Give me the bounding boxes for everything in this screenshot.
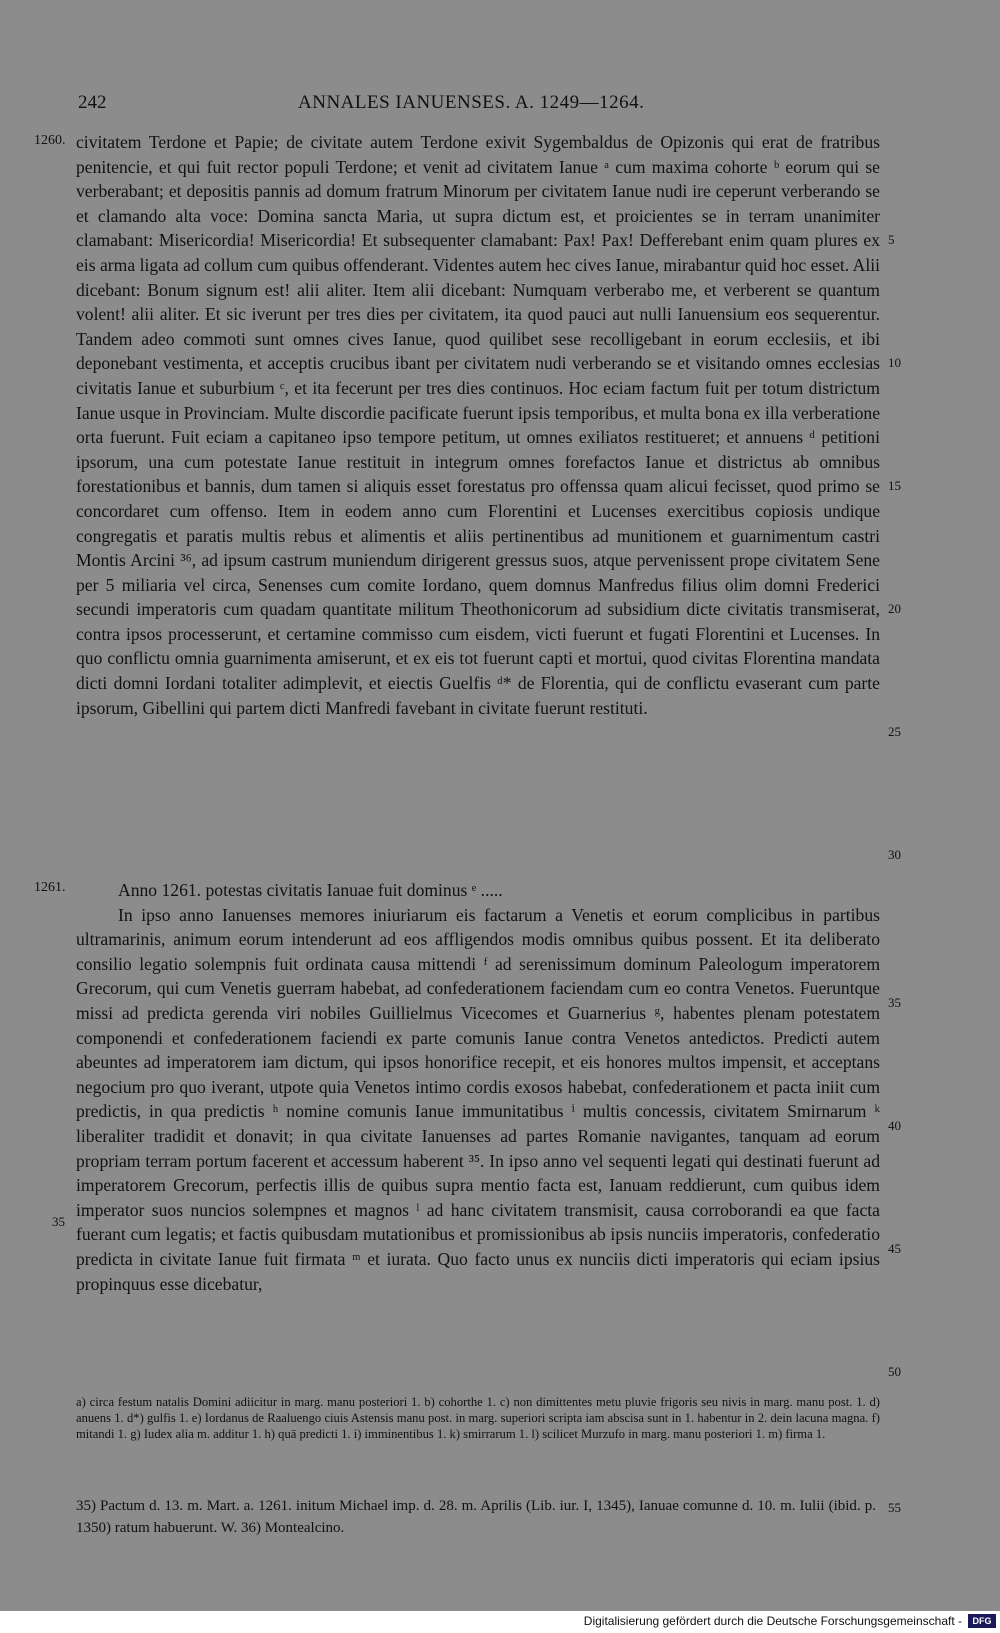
main-text-1261: [76, 878, 880, 1296]
apparatus-notes: a) circa festum natalis Domini adiicitur in marg. manu posteriori 1. b) cohorthe 1. c) non dimittentes metu pluvie frigoris seu nivis in marg. manu post. 1. d) anuens 1. d*) gulfis 1. e) Iordanus de Raaluengo ciuis Astensis manu post. in marg. superiori scripta iam abscisa sunt in 1. habentur in 2. dein lacuna magna. f) mitandi 1. g) Iudex alia m. additur 1. h) quā predicti 1. i) imminentibus 1. k) smirrarum 1. l) scilicet Murzufo in marg. manu posteriori 1. m) firma 1.: [76, 1395, 880, 1441]
paragraph-heading: Anno 1261. potestas civitatis Ianuae fuit dominus ᵉ .....: [118, 880, 503, 900]
line-number: 55: [888, 1500, 901, 1515]
critical-apparatus: [76, 1394, 880, 1442]
line-number: 10: [888, 355, 901, 370]
line-number: 15: [888, 478, 901, 493]
line-number: 45: [888, 1241, 901, 1256]
footer-credit: Digitalisierung gefördert durch die Deutsche Forschungsgemeinschaft -: [583, 1614, 962, 1628]
line-number: 30: [888, 847, 901, 862]
line-number: 40: [888, 1118, 901, 1133]
footer-bar: [0, 1611, 1000, 1633]
page-header: [78, 92, 898, 116]
running-title: ANNALES IANUENSES. A. 1249—1264.: [298, 92, 645, 113]
line-number: 35: [888, 995, 901, 1010]
paragraph: In ipso anno Ianuenses memores iniuriarum eis factarum a Venetis et eorum complicibus in partibus ultramarinis, animum eorum intenderunt ad eos affligendos modis omnibus quibus possent. Et ita deliberato consilio legatio solempnis fuit ordinata causa mittendi ᶠ ad serenissimum dominum Paleologum imperatorem Grecorum, qui cum Venetis guerram habebat, ad confederationem faciendam cum eo contra Venetos. Fueruntque missi ad predicta gerenda viri nobiles Guillielmus Vicecomes et Guarnerius ᵍ, habentes plenam potestatem componendi et confederationem faciendi ex parte comunis Ianue contra Venetos antedictos. Predicti autem abeuntes ad imperatorem iam dictum, qui ipsos honorifice recepit, et eis honores multos impensit, et acceptans negocium pro quo iverant, utpote quia Venetos intimo cordis exosos habebat, confederationem et pacta iniit cum predictis, in qua predictis ʰ nomine comunis Ianue immunitatibus ⁱ multis concessis, civitatem Smirnarum ᵏ liberaliter tradidit et donavit; in qua civitate Ianuenses ad partes Romanie navigantes, tanquam ad eorum propriam terram portum facerent et accessum haberent ³⁵. In ipso anno vel sequenti legati qui destinati fuerunt ad imperatorem Grecorum, perfectis illis de quibus supra mentio facta est, Ianuam reddierunt, cum quibus idem imperator suos nuncios solempnes et magnos ˡ ad hanc civitatem transmisit, causa corroborandi ea que facta fuerant cum legatis; et factis quibusdam mutationibus et promissionibus ab ipsis nunciis imperatoris, confederatio predicta in civitate Ianue fuit firmata ᵐ et iurata. Quo facto unus ex nunciis dicti imperatoris qui eciam ipsius propinquus esse dicebatur,: [76, 904, 880, 1294]
year-marker-1261: 1261.: [34, 880, 66, 895]
line-number: 20: [888, 601, 901, 616]
line-number: 50: [888, 1364, 901, 1379]
commentary-text: 35) Pactum d. 13. m. Mart. a. 1261. initum Michael imp. d. 28. m. Aprilis (Lib. iur. I, 1345), Ianuae comunne d. 10. m. Iulii (ibid. p. 1350) ratum habuerunt. W. 36) Montealcino.: [76, 1498, 876, 1536]
page-number: 242: [78, 92, 107, 113]
paragraph: civitatem Terdone et Papie; de civitate autem Terdone exivit Sygembaldus de Opizonis qui erat de fratribus penitencie, et qui fuit rector populi Terdone; et venit ad civitatem Ianue ᵃ cum maxima cohorte ᵇ eorum qui se verberabant; et depositis pannis ad domum fratrum Minorum per civitatem Ianue nudi ire ceperunt verberando se et clamando alta voce: Domina sancta Maria, ut supra dictum est, et proicientes se in terram unanimiter clamabant: Misericordia! Misericordia! Et subsequenter clamabant: Pax! Pax! Defferebant enim quam plures ex eis arma ligata ad collum cum quibus offenderant. Videntes autem hec cives Ianue, mirabantur quid hoc esset. Alii dicebant: Bonum signum est! alii aliter. Item alii dicebant: Numquam verberabo me, et verberent se quantum volent! alii aliter. Et sic iverunt per tres dies per civitatem, ita quod pauci aut nulli Ianuensium eos sequerentur. Tandem adeo commoti sunt omnes cives Ianue, quod quilibet sese recolligebant in eorum ecclesiis, et ibi deponebant vestimenta, et acceptis crucibus ibant per civitatem nudi verberando se et visitando omnes ecclesias civitatis Ianue et suburbium ᶜ, et ita fecerunt per tres dies continuos. Hoc eciam factum fuit per totum districtum Ianue usque in Provinciam. Multe discordie pacificate fuerunt ipsis temporibus, et multa bona ex illa verberatione orta fuerunt. Fuit eciam a capitaneo ipso tempore petitum, ut omnes exiliatos restitueret; et annuens ᵈ petitioni ipsorum, una cum potestate Ianue restituit in integrum omnes forefactos Ianue et districtus ab omnibus forestationibus et bannis, dum tamen si aliquis esset forestatus pro offenssa quam alicui fecisset, quod primo se concordaret cum offenso. Item in eodem anno cum Florentini et Lucenses exercitibus copiosis undique congregatis et paratis multis rebus et alimentis et aliis pertinentibus ad munitionem et guarnimentum castri Montis Arcini ³⁶, ad ipsum castrum muniendum dirigerent gressus suos, atque pervenissent prope civitatem Sene per 5 miliaria vel circa, Senenses cum comite Iordano, quem domnus Manfredus filius olim domni Frederici secundi imperatoris cum quadam quantitate militum Theothonicorum ad subsidium dicte civitatis transmiserat, contra ipsos processerunt, et certamine commisso cum eisdem, victi fuerunt et fugati Florentini et Lucenses. In quo conflictu omnia guarnimenta amiserunt, et ex eis tot fuerunt capti et mortui, quod civitas Florentina mandata dicti domni Iordani totaliter adimplevit, et eiectis Guelfis ᵈ* de Florentia, qui de conflictu evaserant cum parte ipsorum, Gibellini qui partem dicti Manfredi favebant in civitate fuerunt restituti.: [76, 132, 880, 718]
dfg-logo-icon: DFG: [968, 1614, 996, 1628]
main-text-1260: [76, 130, 880, 720]
left-line-number: 35: [52, 1214, 65, 1229]
commentary-notes: [76, 1495, 876, 1539]
line-number: 25: [888, 724, 901, 739]
year-marker-1260: 1260.: [34, 133, 66, 148]
line-number: 5: [888, 232, 895, 247]
